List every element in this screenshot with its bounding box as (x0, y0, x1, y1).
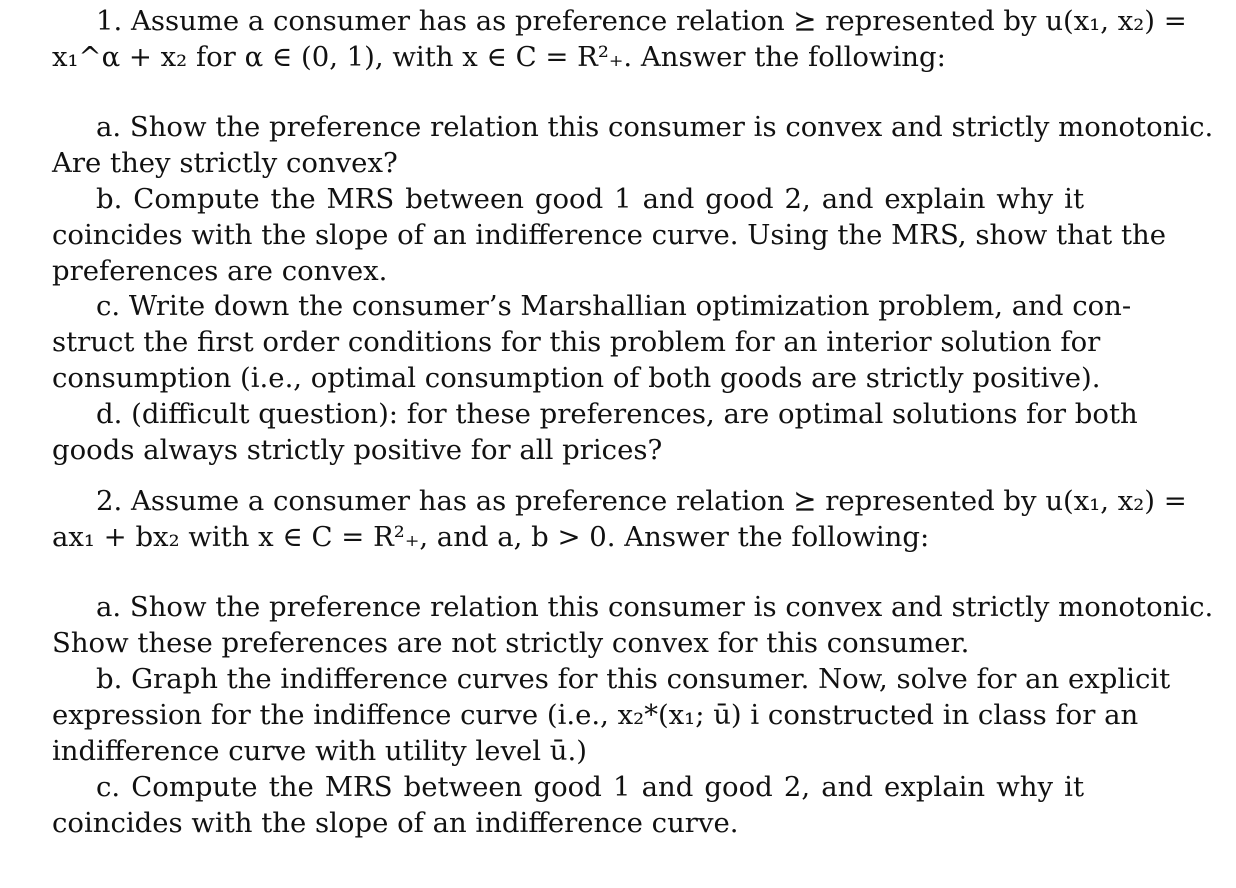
q1-part-c-line-3: consumption (i.e., optimal consumption of both goods are strictly positive). (52, 362, 1101, 394)
q1-part-c-line-2: struct the first order conditions for this problem for an interior solution for (52, 326, 1101, 358)
q2-part-c-line-2: coincides with the slope of an indifference curve. (52, 807, 739, 839)
q2-stem-line-1: 2. Assume a consumer has as preference relation ⪰ represented by u(x₁, x₂) = (96, 485, 1187, 517)
q1-stem-line-1: 1. Assume a consumer has as preference relation ⪰ represented by u(x₁, x₂) = (96, 5, 1187, 37)
q2-part-b-line-3: indifference curve with utility level ū.) (52, 735, 587, 767)
q1-part-b-line-3: preferences are convex. (52, 255, 388, 287)
q2-part-a-line-2: Show these preferences are not strictly convex for this consumer. (52, 627, 970, 659)
q1-part-a-line-1: a. Show the preference relation this consumer is convex and strictly monotonic. (96, 111, 1214, 143)
q1-part-d-line-2: goods always strictly positive for all prices? (52, 434, 663, 466)
q1-part-d-line-1: d. (difficult question): for these preferences, are optimal solutions for both (96, 398, 1138, 430)
q2-part-b-line-1: b. Graph the indifference curves for this consumer. Now, solve for an explicit (96, 663, 1171, 695)
q2-stem-line-2: ax₁ + bx₂ with x ∈ C = R²₊, and a, b > 0. Answer the following: (52, 521, 930, 553)
q1-part-a-line-2: Are they strictly convex? (52, 147, 398, 179)
q2-part-b-line-2: expression for the indiffence curve (i.e., x₂*(x₁; ū) i constructed in class for an (52, 699, 1139, 731)
q1-part-b-line-1: b. Compute the MRS between good 1 and good 2, and explain why it (96, 183, 1084, 215)
q1-part-c-line-1: c. Write down the consumer’s Marshallian optimization problem, and con- (96, 290, 1132, 322)
q2-part-c-line-1: c. Compute the MRS between good 1 and good 2, and explain why it (96, 771, 1084, 803)
q1-stem-line-2: x₁^α + x₂ for α ∈ (0, 1), with x ∈ C = R²₊. Answer the following: (52, 41, 946, 73)
q2-part-a-line-1: a. Show the preference relation this consumer is convex and strictly monotonic. (96, 591, 1214, 623)
q1-part-b-line-2: coincides with the slope of an indifference curve. Using the MRS, show that the (52, 219, 1167, 251)
